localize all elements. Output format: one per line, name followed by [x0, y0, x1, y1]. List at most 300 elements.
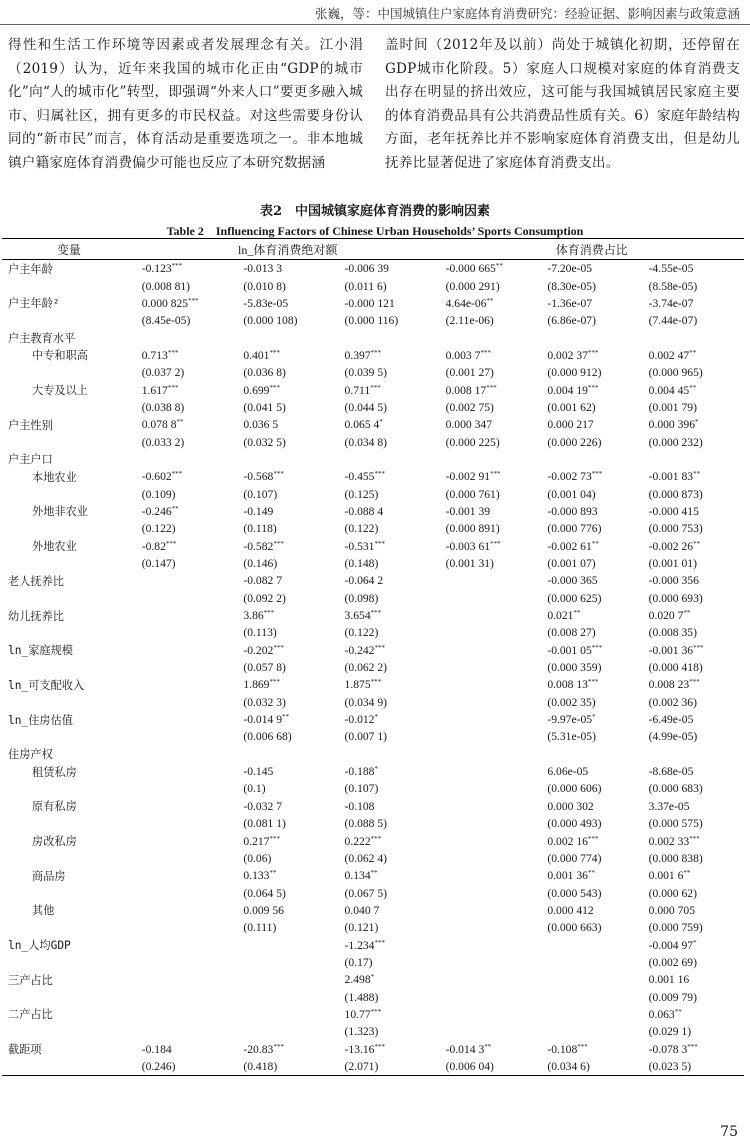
- table-cell: [643, 485, 744, 502]
- significance-stars: ***: [374, 938, 385, 947]
- significance-stars: ***: [273, 539, 284, 548]
- cell-value: (0.000 663): [547, 921, 602, 935]
- cell-value: (0.000 606): [547, 782, 602, 796]
- significance-stars: **: [282, 713, 290, 722]
- cell-value: 1.869: [243, 678, 270, 692]
- significance-stars: **: [269, 869, 277, 878]
- table-cell: [237, 347, 338, 364]
- significance-stars: ***: [693, 643, 704, 652]
- cell-value: (0.010 8): [243, 279, 286, 293]
- significance-stars: ***: [273, 643, 284, 652]
- table-cell: [136, 763, 238, 780]
- cell-value: (0.033 2): [141, 435, 185, 449]
- table-cell: [237, 694, 338, 711]
- cell-value: (2.071): [344, 1059, 379, 1073]
- table-cell: [643, 988, 744, 1005]
- table-cell: [237, 503, 338, 520]
- cell-value: -0.531: [344, 539, 375, 553]
- significance-stars: **: [591, 539, 599, 548]
- table-cell: [440, 607, 542, 624]
- cell-value: (0.006 04): [445, 1059, 494, 1073]
- cell-value: -6.49e-05: [648, 713, 694, 727]
- significance-stars: ***: [370, 609, 382, 618]
- cell-value: (0.001 04): [547, 487, 596, 501]
- table-cell: [339, 659, 440, 676]
- table-cell: [136, 520, 238, 537]
- cell-value: -0.582: [243, 539, 274, 553]
- table-row: [2, 485, 744, 502]
- cell-value: (0.17): [344, 955, 373, 969]
- row-label: [2, 624, 136, 641]
- cell-value: (0.000 226): [547, 435, 602, 449]
- table-cell: [643, 347, 744, 364]
- significance-stars: ***: [486, 383, 497, 392]
- table-cell: [339, 867, 440, 884]
- row-label: 商品房: [32, 869, 66, 883]
- significance-stars: **: [171, 504, 179, 513]
- cell-value: -0.002 73: [547, 470, 592, 484]
- cell-value: (0.000 683): [648, 782, 703, 796]
- table-cell: [440, 728, 542, 745]
- table-cell: [339, 971, 440, 988]
- cell-value: 0.002 37: [547, 348, 588, 362]
- table-cell: [237, 312, 338, 329]
- table-cell: [541, 1040, 642, 1057]
- cell-value: 1.875: [344, 678, 371, 692]
- table-cell: [339, 1023, 440, 1040]
- table-cell: [237, 538, 338, 555]
- table-cell: [440, 815, 542, 832]
- cell-value: -0.188: [344, 765, 375, 779]
- cell-value: (8.30e-05): [547, 279, 596, 293]
- cell-value: (0.009 79): [648, 990, 697, 1004]
- row-label: [2, 1023, 136, 1040]
- table-cell: [541, 1023, 642, 1040]
- row-label: ln_人均GDP: [8, 939, 71, 953]
- table-cell: [643, 364, 744, 381]
- table-cell: [541, 624, 642, 641]
- table-cell: [136, 798, 238, 815]
- cell-value: (0.006 68): [243, 730, 292, 744]
- table-cell: [440, 381, 542, 398]
- cell-value: (0.081 1): [243, 817, 286, 831]
- significance-stars: ***: [689, 678, 700, 687]
- table-cell: [339, 694, 440, 711]
- significance-stars: ***: [587, 383, 599, 392]
- cell-value: 0.009 56: [243, 903, 284, 917]
- table-cell: [136, 919, 238, 936]
- cell-value: (0.008 27): [547, 626, 596, 640]
- column-header-variable: 变量: [2, 239, 136, 260]
- table-cell: [440, 312, 542, 329]
- table-cell: [440, 902, 542, 919]
- cell-value: -0.014 9: [243, 713, 283, 727]
- table-row: [2, 971, 744, 988]
- significance-stars: *: [379, 418, 383, 427]
- table-cell: [440, 590, 542, 607]
- table-cell: [136, 433, 238, 450]
- table-cell: [643, 711, 744, 728]
- cell-value: 0.000 396: [648, 418, 696, 432]
- table-cell: [541, 919, 642, 936]
- table-cell: [136, 659, 238, 676]
- table-cell: [237, 746, 338, 763]
- significance-stars: ***: [687, 1042, 698, 1051]
- table-cell: [136, 815, 238, 832]
- running-header: 张巍，等：中国城镇住户家庭体育消费研究：经验证据、影响因素与政策意涵: [314, 6, 740, 21]
- table-cell: [339, 607, 440, 624]
- cell-value: 0.004 45: [648, 383, 690, 397]
- table-row: [2, 260, 744, 278]
- table-cell: [440, 347, 542, 364]
- table-cell: [136, 902, 238, 919]
- row-label: 房改私房: [32, 835, 77, 849]
- cell-value: -7.20e-05: [547, 262, 593, 276]
- table-cell: [136, 468, 238, 485]
- table-cell: [339, 676, 440, 693]
- table-cell: [541, 694, 642, 711]
- table-cell: [440, 364, 542, 381]
- table-cell: [440, 555, 542, 572]
- table-cell: [541, 485, 642, 502]
- cell-value: (0.023 5): [648, 1059, 692, 1073]
- table-row: [2, 277, 744, 294]
- table-cell: [339, 485, 440, 502]
- row-label: 其他: [32, 904, 55, 918]
- cell-value: (0.000 108): [243, 314, 298, 328]
- row-label: [2, 728, 136, 745]
- significance-stars: *: [370, 973, 375, 982]
- table-cell: [136, 1058, 238, 1076]
- table-cell: [440, 780, 542, 797]
- table-cell: [339, 832, 440, 849]
- table-cell: [643, 780, 744, 797]
- table-cell: [136, 555, 238, 572]
- row-label: 中专和职高: [32, 349, 88, 363]
- cell-value: (0.041 5): [243, 400, 286, 414]
- table-cell: [136, 780, 238, 797]
- significance-stars: **: [683, 609, 691, 618]
- cell-value: (0.000 873): [648, 487, 703, 501]
- cell-value: (2.11e-06): [445, 314, 494, 328]
- cell-value: (0.113): [243, 626, 277, 640]
- cell-value: -13.16: [344, 1042, 375, 1056]
- table-cell: [237, 399, 338, 416]
- table-cell: [339, 277, 440, 294]
- cell-value: 0.000 347: [445, 418, 492, 432]
- table-cell: [237, 607, 338, 624]
- table-cell: [339, 295, 440, 312]
- cell-value: -0.001 36: [648, 643, 694, 657]
- row-label: [2, 850, 136, 867]
- cell-value: (0.148): [344, 557, 379, 571]
- row-label: ln_可支配收入: [8, 678, 85, 692]
- table-cell: [136, 728, 238, 745]
- table-cell: [339, 468, 440, 485]
- table-row: [2, 902, 744, 919]
- table-cell: [136, 711, 238, 728]
- cell-value: (0.067 5): [344, 886, 388, 900]
- table-cell: [643, 433, 744, 450]
- table-cell: [440, 1023, 542, 1040]
- table-cell: [339, 381, 440, 398]
- cell-value: (0.062 2): [344, 661, 388, 675]
- row-label: 户主年龄: [8, 262, 53, 276]
- table-row: [2, 416, 744, 433]
- table-cell: [643, 694, 744, 711]
- table-cell: [541, 364, 642, 381]
- table-cell: [237, 485, 338, 502]
- table-row: [2, 1023, 744, 1040]
- table-cell: [440, 260, 542, 278]
- cell-value: (0.122): [344, 626, 379, 640]
- table-cell: [339, 572, 440, 589]
- table-cell: [136, 936, 238, 953]
- table-cell: [339, 624, 440, 641]
- row-label: [2, 954, 136, 971]
- table-cell: [541, 590, 642, 607]
- cell-value: (0.098): [344, 591, 379, 605]
- table-cell: [339, 954, 440, 971]
- table-cell: [136, 399, 238, 416]
- significance-stars: *: [695, 418, 699, 427]
- table-cell: [643, 902, 744, 919]
- table-cell: [237, 1006, 338, 1023]
- cell-value: -0.242: [344, 643, 375, 657]
- row-label: [2, 399, 136, 416]
- table-cell: [237, 902, 338, 919]
- table-cell: [339, 988, 440, 1005]
- cell-value: -9.97e-05: [547, 713, 593, 727]
- table-cell: [237, 572, 338, 589]
- table-row: [2, 815, 744, 832]
- table-cell: [440, 451, 542, 468]
- table-cell: [440, 746, 542, 763]
- cell-value: (0.062 4): [344, 851, 388, 865]
- cell-value: (0.107): [344, 782, 379, 796]
- significance-stars: **: [587, 869, 595, 878]
- table-row: [2, 590, 744, 607]
- significance-stars: ***: [587, 678, 599, 687]
- table-cell: [541, 815, 642, 832]
- cell-value: (0.109): [141, 487, 176, 501]
- cell-value: (0.029 1): [648, 1025, 692, 1039]
- table-cell: [541, 936, 642, 953]
- table-cell: [643, 850, 744, 867]
- cell-value: 0.002 47: [648, 348, 690, 362]
- table-cell: [541, 260, 642, 278]
- cell-value: -0.149: [243, 504, 274, 518]
- table-row: [2, 884, 744, 901]
- table-cell: [339, 590, 440, 607]
- significance-stars: **: [693, 470, 701, 479]
- table-cell: [541, 607, 642, 624]
- row-label: 原有私房: [32, 800, 77, 814]
- table-cell: [237, 971, 338, 988]
- table-row: [2, 468, 744, 485]
- table-cell: [237, 624, 338, 641]
- row-label: ln_住房估值: [8, 713, 73, 727]
- cell-value: (0.06): [243, 851, 272, 865]
- table-cell: [440, 711, 542, 728]
- cell-value: (0.000 761): [445, 487, 500, 501]
- table-cell: [541, 780, 642, 797]
- significance-stars: ***: [370, 348, 382, 357]
- table-cell: [339, 642, 440, 659]
- table-row: [2, 728, 744, 745]
- significance-stars: ***: [167, 348, 179, 357]
- cell-value: 0.040 7: [344, 903, 380, 917]
- table-cell: [643, 416, 744, 433]
- table-cell: [339, 364, 440, 381]
- table-cell: [643, 312, 744, 329]
- body-text-right: 盖时间（2012年及以前）尚处于城镇化初期，还停留在GDP城市化阶段。5）家庭人口规模对家庭的体育消费支出存在明显的挤出效应，这可能与我国城镇居民家庭主要的体育消费品具有公共消费品性质有关。6）家庭年龄结构方面，老年抚养比并不影响家庭体育消费支出，但是幼儿抚养比显著促进了家庭体育消费支出。: [385, 37, 740, 171]
- table-cell: [541, 1006, 642, 1023]
- table-cell: [643, 520, 744, 537]
- table-cell: [237, 867, 338, 884]
- table-cell: [643, 399, 744, 416]
- row-label: 幼儿抚养比: [8, 609, 64, 623]
- significance-stars: ***: [374, 539, 385, 548]
- regression-table: [2, 238, 744, 1076]
- cell-value: 0.065 4: [344, 418, 380, 432]
- row-label: [2, 1058, 136, 1076]
- cell-value: 0.001 36: [547, 869, 588, 883]
- cell-value: (0.000 912): [547, 366, 602, 380]
- row-label: 户主性别: [8, 418, 53, 432]
- table-cell: [440, 1006, 542, 1023]
- table-cell: [643, 954, 744, 971]
- row-label: 住房产权: [8, 748, 53, 762]
- cell-value: (0.000 965): [648, 366, 703, 380]
- table-cell: [541, 538, 642, 555]
- significance-stars: ***: [587, 348, 599, 357]
- cell-value: (0.092 2): [243, 591, 286, 605]
- table-cell: [339, 1058, 440, 1076]
- significance-stars: ***: [374, 470, 385, 479]
- table-cell: [237, 381, 338, 398]
- table-cell: [136, 867, 238, 884]
- table-cell: [440, 468, 542, 485]
- table-body: [2, 260, 744, 1076]
- cell-value: -0.108: [344, 799, 375, 813]
- table-cell: [136, 642, 238, 659]
- table-cell: [237, 659, 338, 676]
- significance-stars: ***: [269, 348, 280, 357]
- significance-stars: ***: [263, 609, 275, 618]
- table-cell: [541, 433, 642, 450]
- cell-value: (0.000 693): [648, 591, 703, 605]
- table-cell: [440, 832, 542, 849]
- table-cell: [237, 1040, 338, 1057]
- row-label: 三产占比: [8, 973, 53, 987]
- cell-value: -4.55e-05: [648, 262, 694, 276]
- table-cell: [643, 971, 744, 988]
- table-cell: [541, 763, 642, 780]
- table-cell: [339, 815, 440, 832]
- cell-value: -0.064 2: [344, 574, 384, 588]
- table-cell: [440, 433, 542, 450]
- table-row: [2, 919, 744, 936]
- table-row: [2, 832, 744, 849]
- table-cell: [541, 988, 642, 1005]
- table-cell: [643, 451, 744, 468]
- table-cell: [541, 971, 642, 988]
- cell-value: (0.125): [344, 487, 379, 501]
- cell-value: -0.000 415: [648, 504, 699, 518]
- table-cell: [339, 347, 440, 364]
- row-label: [2, 590, 136, 607]
- table-cell: [440, 572, 542, 589]
- table-cell: [339, 1040, 440, 1057]
- table-cell: [643, 832, 744, 849]
- cell-value: 0.000 412: [547, 903, 594, 917]
- cell-value: 0.401: [243, 348, 270, 362]
- table-row: [2, 312, 744, 329]
- cell-value: -0.145: [243, 765, 274, 779]
- cell-value: -0.568: [243, 470, 274, 484]
- row-label: 截距项: [8, 1043, 42, 1057]
- significance-stars: **: [486, 296, 494, 305]
- table-cell: [136, 381, 238, 398]
- cell-value: -0.003 61: [445, 539, 491, 553]
- table-cell: [643, 590, 744, 607]
- table-cell: [237, 295, 338, 312]
- table-cell: [237, 364, 338, 381]
- table-cell: [541, 555, 642, 572]
- significance-stars: ***: [490, 470, 501, 479]
- table-cell: [237, 676, 338, 693]
- table-cell: [541, 381, 642, 398]
- cell-value: 0.002 33: [648, 834, 690, 848]
- significance-stars: **: [370, 869, 378, 878]
- cell-value: (0.038 8): [141, 400, 185, 414]
- cell-value: -0.184: [141, 1042, 172, 1056]
- significance-stars: **: [674, 1007, 682, 1016]
- row-label: 户主年龄²: [8, 297, 60, 311]
- table-cell: [541, 347, 642, 364]
- cell-value: (0.088 5): [344, 817, 388, 831]
- table-cell: [237, 555, 338, 572]
- row-label: [2, 780, 136, 797]
- cell-value: (0.146): [243, 557, 278, 571]
- cell-value: (0.001 01): [648, 557, 697, 571]
- table-cell: [541, 798, 642, 815]
- cell-value: (0.000 575): [648, 817, 703, 831]
- table-cell: [440, 485, 542, 502]
- cell-value: 0.699: [243, 383, 270, 397]
- cell-value: (0.001 07): [547, 557, 596, 571]
- cell-value: (0.000 418): [648, 661, 703, 675]
- significance-stars: **: [573, 609, 581, 618]
- table-cell: [643, 1023, 744, 1040]
- table-row: [2, 381, 744, 398]
- cell-value: (0.039 5): [344, 366, 388, 380]
- table-row: [2, 555, 744, 572]
- significance-stars: ***: [374, 1042, 385, 1051]
- table-cell: [237, 711, 338, 728]
- cell-value: -1.234: [344, 938, 375, 952]
- cell-value: 0.020 7: [648, 609, 684, 623]
- table-cell: [541, 451, 642, 468]
- row-label: 大专及以上: [32, 384, 88, 398]
- significance-stars: ***: [171, 470, 183, 479]
- table-cell: [339, 746, 440, 763]
- table-row: [2, 624, 744, 641]
- table-cell: [136, 590, 238, 607]
- cell-value: (0.000 232): [648, 435, 703, 449]
- cell-value: -5.83e-05: [243, 296, 289, 310]
